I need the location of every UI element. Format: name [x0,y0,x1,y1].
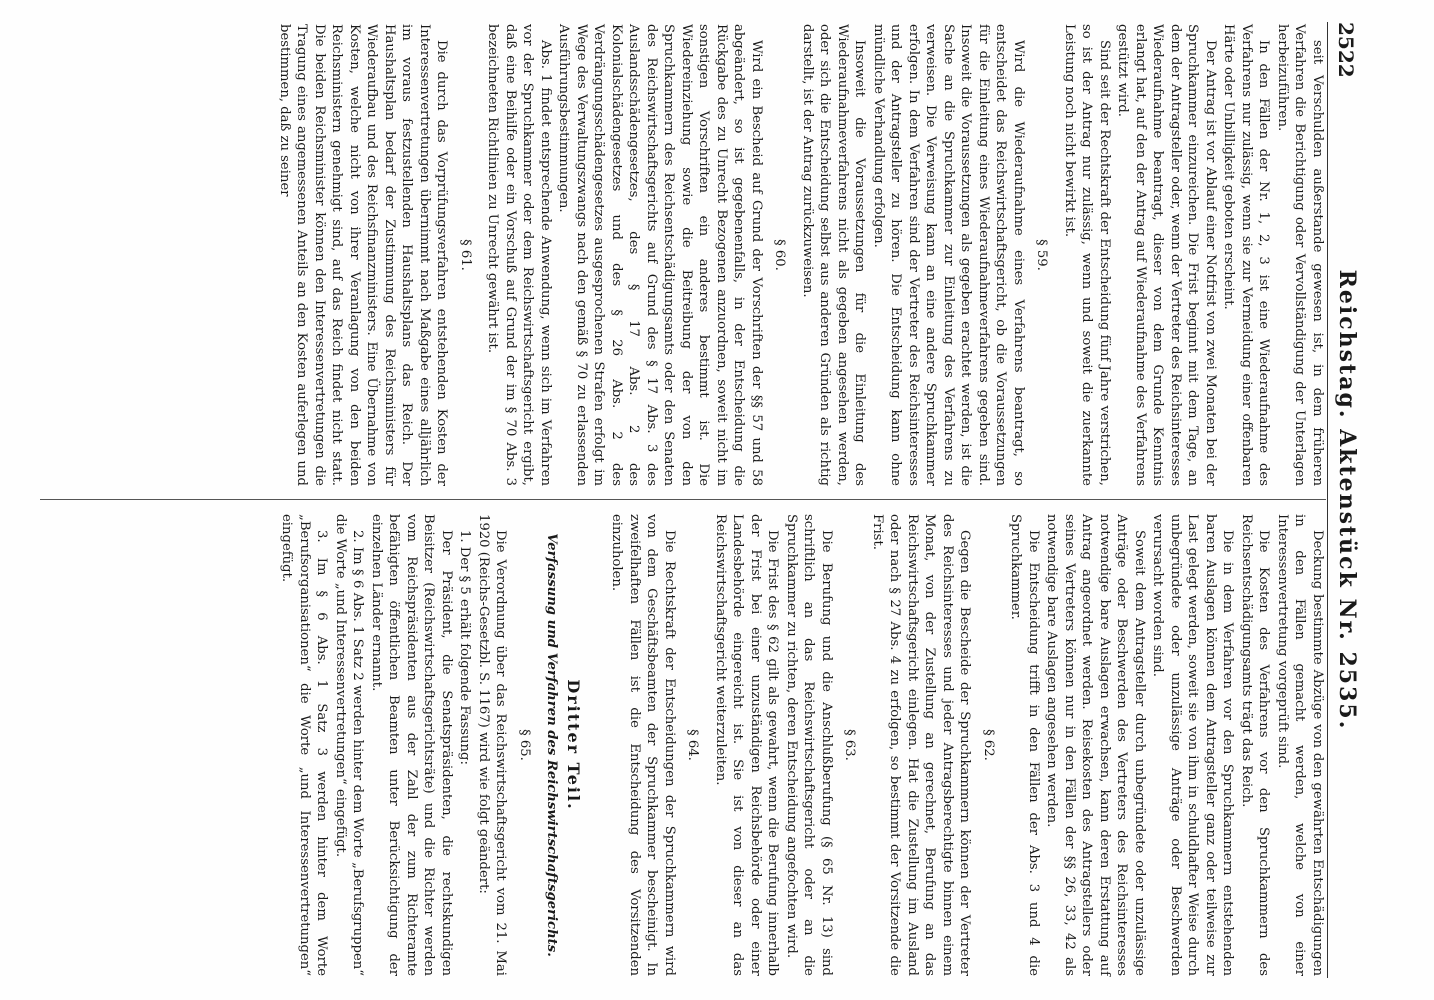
left-column [40,24,1326,486]
paragraph: Wird die Wiederaufnahme eines Verfahrens beantragt, so entscheidet das Reichswirtschaftsgericht, ob die Voraussetzungen für die Einleitung eines Wiederaufnahmeverfahrens gegeben sind. Insoweit die Voraussetzungen als gegeben erachtet werden, ist die Sache an die Spruchkammer zur Einleitung des Verfahrens zu verweisen. Die Verweisung kann an eine andere Spruchkammer erfolgen. In dem Verfahren sind der Vertreter des Reichsinteresses und der Antragsteller zu hören. Die Entscheidung kann ohne mündliche Verhandlung erfolgen. [871,24,1026,486]
section-heading: § 59. [1034,239,1050,271]
paragraph: 1. Der § 5 erhält folgende Fassung: [457,530,473,765]
right-column [40,514,1326,976]
paragraph: Die Rechtskraft der Entscheidungen der Spruchkammern wird von dem Geschäftsbeamten der Spruchkammer bescheinigt. In zweifelhaften Fällen ist die Entscheidung des Vorsitzenden einzuholen. [609,514,677,976]
paragraph: Die Berufung und die Anschlußberufung (§ 65 Nr. 13) sind schriftlich an das Reichswirtschaftsgericht oder an die Spruchkammer zu richten, deren Entscheidung angefochten wird. [784,514,834,976]
section-heading: § 62. [981,729,996,761]
paragraph: Die durch das Vorprüfungsverfahren entstehenden Kosten der Interessenvertretungen übernimmt nach Maßgabe eines alljährlich im voraus festzustellenden Haushaltsplans das Reich. Der Haushaltsplan bedarf der Zustimmung des Reichsministers für Wiederaufbau und des Reichsfinanzministers. Eine Übernahme von Kosten, welche nicht von ihrer Veranlagung von den beiden Reichsministern genehmigt sind, auf das Reich findet nicht statt. Die beiden Reichsminister können den Interessenvertretungen die Tragung eines angemessenen Anteils an den Kosten auferlegen und bestimmen, daß zu seiner [277,24,450,486]
paragraph: Die in dem Verfahren vor den Spruchkammern entstehenden baren Auslagen können dem Antragsteller ganz oder teilweise zur Last gelegt werden, soweit sie von ihm in schuldhafter Weise durch unbegründete oder unzulässige Anträge oder Beschwerden verursacht worden sind. [1150,514,1236,976]
paragraph: Die Frist des § 62 gilt als gewahrt, wenn die Berufung innerhalb der Frist bei einer unzuständigen Reichsbehörde oder einer Landesbehörde eingereicht ist. Sie ist von dieser an das Reichswirtschaftsgericht weiterzuleiten. [713,514,781,976]
paragraph: 3. Im § 6 Abs. 1 Satz 3 werden hinter dem Worte „Berufsorganisationen“ die Worte „und Interessenvertretungen“ eingefügt. [279,514,330,976]
paragraph: Deckung bestimmte Abzüge von den gewährten Entschädigungen in den Fällen gemacht werden, welche von einer Interessenvertretung vorgeprüft sind. [1275,514,1325,976]
column-divider [40,499,1326,500]
running-title: Reichstag. Aktenstück Nr. 2535. [1334,269,1360,731]
paragraph: Die Entscheidung trifft in den Fällen der Abs. 3 und 4 die Spruchkammer. [1008,514,1041,976]
paragraph: Abs. 1 findet entsprechende Anwendung, wenn sich im Verfahren vor der Spruchkammer oder dem Reichswirtschaftsgericht ergibt, daß eine Beihilfe oder ein Vorschuß auf Grund der im § 70 Abs. 3 bezeichneten Richtlinien zu Unrecht gewährt ist. [485,24,553,486]
paragraph: Die Kosten des Verfahrens vor den Spruchkammern des Reichsentschädigungsamts trägt das Reich. [1239,514,1272,976]
paragraph: Gegen die Bescheide der Spruchkammern können der Vertreter des Reichsinteresses und jeder Antragsberechtigte binnen einem Monat, von der Zustellung an gerechnet, Berufung an das Reichswirtschaftsgericht einlegen. Hat die Zustellung im Ausland oder nach § 27 Abs. 4 zu erfolgen, so bestimmt der Vorsitzende die Frist. [870,514,973,976]
page-header [1327,22,1374,978]
section-heading: § 63. [842,729,858,761]
paragraph: Die Verordnung über das Reichswirtschaftsgericht vom 21. Mai 1920 (Reichs-Gesetzbl. S. 1167) wird wie folgt geändert: [476,514,509,976]
paragraph: Sind seit der Rechtskraft der Entscheidung fünf Jahre verstrichen, so ist der Antrag nur zulässig, wenn und soweit die zuerkannte Leistung noch nicht bewirkt ist. [1062,24,1112,486]
paragraph: In den Fällen der Nr. 1, 2, 3 ist eine Wiederaufnahme des Verfahrens nur zulässig, wenn sie zur Vermeidung einer offenbaren Härte oder Unbilligkeit geboten erscheint. [1221,24,1272,486]
paragraph: Der Präsident, die Senatspräsidenten, die rechtskundigen Beisitzer (Reichswirtschaftsgerichtsräte) und die Richter werden vom Reichspräsidenten aus der Zahl der zum Richteramte befähigten öffentlichen Beamten unter Berücksichtigung der einzelnen Länder ernannt. [369,514,454,976]
section-heading: § 61. [458,239,473,271]
page-number: 2522 [1334,22,1358,78]
part-subheading: Verfassung und Verfahren des Reichswirtschaftsgerichts. [544,533,560,957]
section-heading: § 60. [772,239,788,271]
section-heading: § 65. [517,729,532,761]
paragraph: 2. Im § 6 Abs. 1 Satz 2 werden hinter dem Worte „Berufsgruppen“ die Worte „und Interessenvertretungen“ eingefügt. [333,514,366,976]
part-heading: Dritter Teil. [564,679,583,811]
paragraph: Insoweit die Voraussetzungen für die Einleitung des Wiederaufnahmeverfahrens nicht als gegeben angesehen werden, oder sich die Entscheidung selbst aus anderen Gründen als richtig darstellt, ist der Antrag zurückzuweisen. [800,24,868,486]
section-heading: § 64. [685,729,701,761]
paragraph: seit Verschulden außerstande gewesen ist, in dem früheren Verfahren die Berichtigung oder Vervollständigung der Unterlagen herbeizuführen. [1275,24,1325,486]
paragraph: Wird ein Bescheid auf Grund der Vorschriften der §§ 57 und 58 abgeändert, so ist gegebenenfalls, in der Entscheidung die Rückgabe des zu Unrecht Bezogenen anzuordnen, soweit nicht im sonstigen Vorschriften ein anderes bestimmt ist. Die Wiedereinziehung sowie die Beitreibung der von den Spruchkammern des Reichsentschädigungsamts oder den Senaten des Reichswirtschaftsgerichts auf Grund des § 17 Abs. 3 des Auslandsschädengesetzes, des § 17 Abs. 2 des Kolonialschädengesetzes und des § 26 Abs. 2 des Verdrängungsschädengesetzes ausgesprochenen Strafen erfolgt im Wege des Verwaltungszwangs nach den gemäß § 70 zu erlassenden Ausführungsbestimmungen. [556,24,764,486]
paragraph: Soweit dem Antragsteller durch unbegründete oder unzulässige Anträge oder Beschwerden des Vertreters des Reichsinteresses notwendige bare Auslagen erwachsen, kann deren Erstattung auf Antrag angeordnet werden. Reisekosten des Antragstellers oder seines Vertreters können nur in den Fällen der §§ 26, 33, 42 als notwendige bare Auslagen angesehen werden. [1044,514,1147,976]
paragraph: Der Antrag ist vor Ablauf einer Notfrist von zwei Monaten bei der Spruchkammer einzureichen. Die Frist beginnt mit dem Tage, an dem der Antragsteller oder, wenn der Vertreter des Reichsinteresses Wiederaufnahme beantragt, dieser von dem Grunde Kenntnis erlangt hat, auf den der Antrag auf Wiederaufnahme des Verfahrens gestützt wird. [1115,24,1218,486]
